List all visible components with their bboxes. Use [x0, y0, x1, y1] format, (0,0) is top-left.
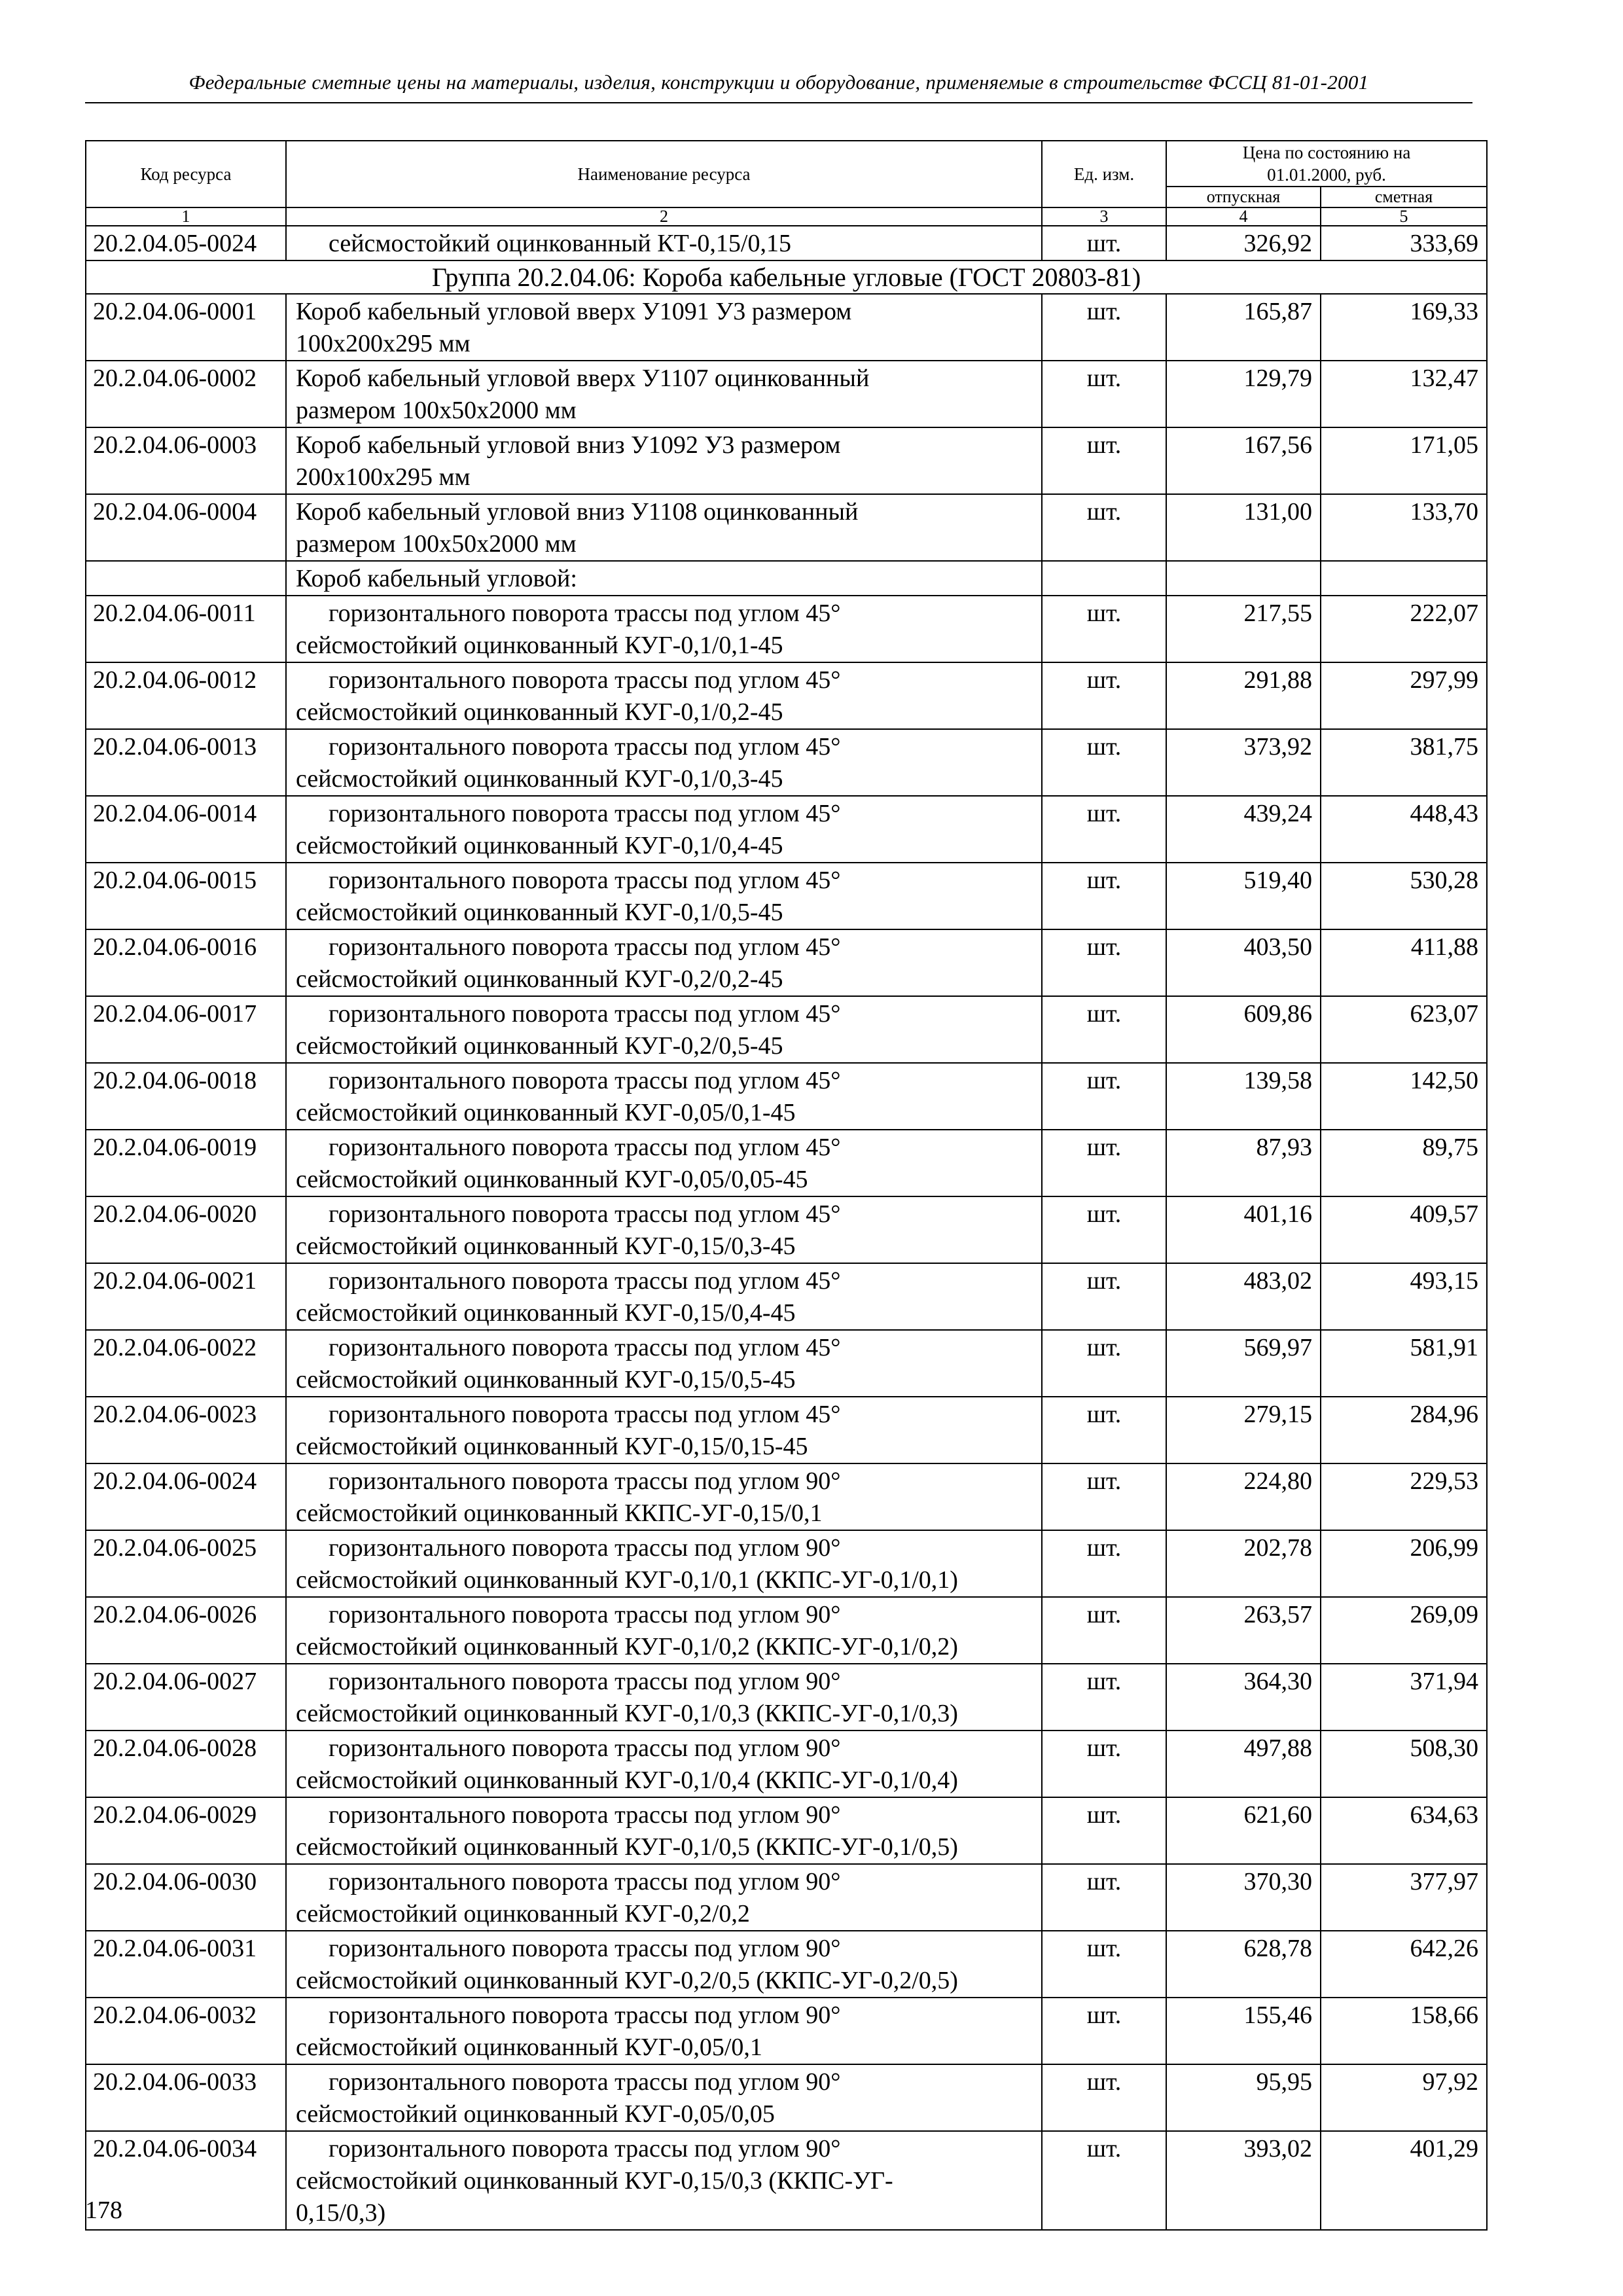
estimate-price: 409,57: [1321, 1196, 1487, 1263]
resource-unit: шт.: [1042, 361, 1166, 427]
table-row: [86, 1931, 1487, 1998]
resource-name-line: сейсмостойкий оцинкованный ККПС-УГ-0,15/0,1: [296, 1499, 823, 1527]
resource-code: 20.2.04.06-0002: [86, 361, 286, 427]
estimate-price: 623,07: [1321, 996, 1487, 1063]
resource-unit: шт.: [1042, 1530, 1166, 1597]
resource-unit: шт.: [1042, 494, 1166, 561]
resource-name: [286, 1330, 1042, 1397]
resource-unit: шт.: [1042, 1597, 1166, 1664]
estimate-price: 89,75: [1321, 1130, 1487, 1196]
column-number: 3: [1042, 207, 1166, 226]
resource-unit: шт.: [1042, 1797, 1166, 1864]
resource-unit: шт.: [1042, 2131, 1166, 2230]
release-price: 628,78: [1166, 1931, 1321, 1998]
resource-name: [286, 226, 1042, 260]
resource-code: 20.2.04.06-0032: [86, 1998, 286, 2064]
release-price: 393,02: [1166, 2131, 1321, 2230]
resource-code: 20.2.04.06-0024: [86, 1463, 286, 1530]
header-rule: [85, 102, 1472, 103]
resource-name: [286, 1463, 1042, 1530]
resource-name-line: горизонтального поворота трассы под углом 45°: [329, 1134, 841, 1161]
resource-code: 20.2.04.06-0033: [86, 2064, 286, 2131]
resource-name: [286, 1530, 1042, 1597]
resource-name-line: горизонтального поворота трассы под углом 90°: [329, 1668, 841, 1695]
column-number: 4: [1166, 207, 1321, 226]
resource-code: 20.2.04.06-0031: [86, 1931, 286, 1998]
release-price: 279,15: [1166, 1397, 1321, 1463]
resource-name-line: горизонтального поворота трассы под углом 45°: [329, 1000, 841, 1028]
resource-name-line: сейсмостойкий оцинкованный КУГ-0,2/0,5 (ККПС-УГ-0,2/0,5): [296, 1967, 958, 1994]
release-price: 401,16: [1166, 1196, 1321, 1263]
estimate-price: 448,43: [1321, 796, 1487, 863]
resource-name-line: сейсмостойкий оцинкованный КУГ-0,1/0,4-45: [296, 832, 783, 859]
release-price: 403,50: [1166, 929, 1321, 996]
resource-unit: шт.: [1042, 1864, 1166, 1931]
table-row: [86, 1397, 1487, 1463]
release-price: 202,78: [1166, 1530, 1321, 1597]
estimate-price: 269,09: [1321, 1597, 1487, 1664]
table-row: [86, 796, 1487, 863]
table-row: [86, 361, 1487, 427]
resource-unit: шт.: [1042, 996, 1166, 1063]
estimate-price: 530,28: [1321, 863, 1487, 929]
estimate-price: 634,63: [1321, 1797, 1487, 1864]
resource-name: [286, 294, 1042, 361]
resource-name-line: горизонтального поворота трассы под углом 45°: [329, 600, 841, 627]
estimate-price: 132,47: [1321, 361, 1487, 427]
resource-name: [286, 1797, 1042, 1864]
resource-code: 20.2.04.06-0018: [86, 1063, 286, 1130]
estimate-price: 97,92: [1321, 2064, 1487, 2131]
table-row: [86, 996, 1487, 1063]
table-row: [86, 1130, 1487, 1196]
estimate-price: 142,50: [1321, 1063, 1487, 1130]
release-price: 131,00: [1166, 494, 1321, 561]
resource-name-line: горизонтального поворота трассы под углом 45°: [329, 1334, 841, 1361]
table-row: [86, 2131, 1487, 2230]
release-price: 326,92: [1166, 226, 1321, 260]
table-row: [86, 929, 1487, 996]
release-price: 519,40: [1166, 863, 1321, 929]
table-row: [86, 1864, 1487, 1931]
resource-name-line: сейсмостойкий оцинкованный КУГ-0,15/0,15-45: [296, 1433, 808, 1460]
resource-unit: шт.: [1042, 796, 1166, 863]
resource-code: 20.2.04.06-0021: [86, 1263, 286, 1330]
table-row: [86, 1998, 1487, 2064]
resource-name-line: сейсмостойкий оцинкованный КУГ-0,15/0,3 (ККПС-УГ-: [296, 2167, 893, 2195]
resource-code: 20.2.04.06-0022: [86, 1330, 286, 1397]
resource-name-line: горизонтального поворота трассы под углом 45°: [329, 733, 841, 761]
resource-name-line: горизонтального поворота трассы под углом 90°: [329, 1935, 841, 1962]
resource-name-line: горизонтального поворота трассы под углом 90°: [329, 2068, 841, 2096]
resource-code: 20.2.04.06-0003: [86, 427, 286, 494]
resource-name-line: 0,15/0,3): [296, 2199, 386, 2227]
resource-name-line: Короб кабельный угловой вниз У1108 оцинкованный: [296, 498, 859, 526]
resource-name-line: сейсмостойкий оцинкованный КУГ-0,1/0,5-45: [296, 899, 783, 926]
resource-unit: шт.: [1042, 427, 1166, 494]
resource-unit: шт.: [1042, 1463, 1166, 1530]
resource-unit: шт.: [1042, 1931, 1166, 1998]
table-row: [86, 729, 1487, 796]
resource-name-line: горизонтального поворота трассы под углом 45°: [329, 933, 841, 961]
resource-code: 20.2.04.06-0015: [86, 863, 286, 929]
estimate-price: 642,26: [1321, 1931, 1487, 1998]
estimate-price: 284,96: [1321, 1397, 1487, 1463]
release-price: 291,88: [1166, 662, 1321, 729]
release-price: 621,60: [1166, 1797, 1321, 1864]
subheading-text: Короб кабельный угловой:: [286, 561, 1042, 596]
column-number: 2: [286, 207, 1042, 226]
resource-name-line: горизонтального поворота трассы под углом 90°: [329, 2135, 841, 2162]
resource-code: 20.2.04.06-0014: [86, 796, 286, 863]
resource-name: [286, 729, 1042, 796]
estimate-price: 381,75: [1321, 729, 1487, 796]
resource-name-line: горизонтального поворота трассы под углом 90°: [329, 2001, 841, 2029]
page-number: 178: [85, 2197, 122, 2224]
release-price: 87,93: [1166, 1130, 1321, 1196]
resource-name-line: горизонтального поворота трассы под углом 90°: [329, 1534, 841, 1562]
col-header-name: Наименование ресурса: [286, 141, 1042, 207]
release-price: 373,92: [1166, 729, 1321, 796]
resource-name: [286, 662, 1042, 729]
resource-name-line: сейсмостойкий оцинкованный КУГ-0,1/0,1-45: [296, 632, 783, 659]
estimate-price: [1321, 561, 1487, 596]
table-row: [86, 1664, 1487, 1731]
release-price: 569,97: [1166, 1330, 1321, 1397]
resource-name-line: горизонтального поворота трассы под углом 45°: [329, 1200, 841, 1228]
resource-name: [286, 1130, 1042, 1196]
release-price: 139,58: [1166, 1063, 1321, 1130]
resource-name-line: сейсмостойкий оцинкованный КУГ-0,1/0,1 (ККПС-УГ-0,1/0,1): [296, 1566, 958, 1594]
resource-name: [286, 996, 1042, 1063]
table-row: [86, 596, 1487, 662]
release-price: 370,30: [1166, 1864, 1321, 1931]
resource-code: 20.2.04.06-0029: [86, 1797, 286, 1864]
resource-unit: шт.: [1042, 1397, 1166, 1463]
resource-name-line: горизонтального поворота трассы под углом 45°: [329, 1401, 841, 1428]
resource-name: [286, 1998, 1042, 2064]
resource-unit: шт.: [1042, 294, 1166, 361]
resource-name-line: сейсмостойкий оцинкованный КУГ-0,15/0,5-45: [296, 1366, 796, 1393]
resource-code: 20.2.04.06-0026: [86, 1597, 286, 1664]
estimate-price: 169,33: [1321, 294, 1487, 361]
table-row: [86, 1597, 1487, 1664]
resource-name: [286, 796, 1042, 863]
release-price: 165,87: [1166, 294, 1321, 361]
resource-unit: шт.: [1042, 662, 1166, 729]
resource-code: 20.2.04.06-0025: [86, 1530, 286, 1597]
release-price: 483,02: [1166, 1263, 1321, 1330]
table-row: [86, 427, 1487, 494]
resource-name: [286, 596, 1042, 662]
resource-name-line: горизонтального поворота трассы под углом 90°: [329, 1734, 841, 1762]
estimate-price: 297,99: [1321, 662, 1487, 729]
group-title: Группа 20.2.04.06: Короба кабельные угловые (ГОСТ 20803-81): [86, 260, 1487, 294]
resource-name-line: сейсмостойкий оцинкованный КУГ-0,2/0,2-45: [296, 965, 783, 993]
resource-code: 20.2.04.06-0020: [86, 1196, 286, 1263]
resource-name: [286, 494, 1042, 561]
resource-name-line: сейсмостойкий оцинкованный КУГ-0,05/0,1: [296, 2034, 762, 2061]
resource-code: 20.2.04.06-0030: [86, 1864, 286, 1931]
resource-name-line: сейсмостойкий оцинкованный КУГ-0,05/0,05-45: [296, 1166, 808, 1193]
resource-name-line: горизонтального поворота трассы под углом 90°: [329, 1868, 841, 1895]
table-row: [86, 1797, 1487, 1864]
estimate-price: 371,94: [1321, 1664, 1487, 1731]
resource-name-line: размером 100х50х2000 мм: [296, 397, 577, 424]
resource-unit: шт.: [1042, 729, 1166, 796]
estimate-price: 493,15: [1321, 1263, 1487, 1330]
table-row: [86, 662, 1487, 729]
resource-name: [286, 1597, 1042, 1664]
resource-name: [286, 1063, 1042, 1130]
resource-name: [286, 1931, 1042, 1998]
resource-name: [286, 427, 1042, 494]
release-price: 364,30: [1166, 1664, 1321, 1731]
resource-unit: [1042, 561, 1166, 596]
table-row: [86, 863, 1487, 929]
estimate-price: 581,91: [1321, 1330, 1487, 1397]
resource-name: [286, 1397, 1042, 1463]
running-header: Федеральные сметные цены на материалы, изделия, конструкции и оборудование, применяемые в строительстве ФССЦ 81-01-2001: [188, 71, 1369, 94]
resource-name: [286, 1263, 1042, 1330]
release-price: [1166, 561, 1321, 596]
resource-name-line: сейсмостойкий оцинкованный КУГ-0,1/0,3-45: [296, 765, 783, 793]
resource-code: 20.2.04.06-0004: [86, 494, 286, 561]
estimate-price: 377,97: [1321, 1864, 1487, 1931]
table-row: [86, 1731, 1487, 1797]
estimate-price: 158,66: [1321, 1998, 1487, 2064]
resource-code: 20.2.04.06-0017: [86, 996, 286, 1063]
estimate-price: 229,53: [1321, 1463, 1487, 1530]
column-number-row: [86, 207, 1487, 226]
resource-name: [286, 361, 1042, 427]
resource-name-line: горизонтального поворота трассы под углом 45°: [329, 1267, 841, 1295]
estimate-price: 133,70: [1321, 494, 1487, 561]
subheading-row: [86, 561, 1487, 596]
release-price: 155,46: [1166, 1998, 1321, 2064]
resource-unit: шт.: [1042, 1130, 1166, 1196]
column-number: 1: [86, 207, 286, 226]
table-row: [86, 2064, 1487, 2131]
resource-name-line: сейсмостойкий оцинкованный КУГ-0,1/0,4 (ККПС-УГ-0,1/0,4): [296, 1767, 958, 1794]
table-row: [86, 1263, 1487, 1330]
resource-name-line: горизонтального поворота трассы под углом 45°: [329, 666, 841, 694]
resource-unit: шт.: [1042, 596, 1166, 662]
resource-name-line: сейсмостойкий оцинкованный КУГ-0,2/0,2: [296, 1900, 750, 1928]
resource-name-line: сейсмостойкий оцинкованный КУГ-0,2/0,5-45: [296, 1032, 783, 1060]
column-number: 5: [1321, 207, 1487, 226]
resource-name-line: горизонтального поворота трассы под углом 90°: [329, 1467, 841, 1495]
price-table: [85, 140, 1488, 2231]
col-header-release-price: отпускная: [1166, 187, 1321, 207]
resource-code: 20.2.04.05-0024: [86, 226, 286, 260]
resource-name-line: горизонтального поворота трассы под углом 90°: [329, 1601, 841, 1628]
col-header-estimate-price: сметная: [1321, 187, 1487, 207]
resource-code: 20.2.04.06-0028: [86, 1731, 286, 1797]
estimate-price: 411,88: [1321, 929, 1487, 996]
resource-name-line: сейсмостойкий оцинкованный КУГ-0,1/0,2 (ККПС-УГ-0,1/0,2): [296, 1633, 958, 1660]
resource-unit: шт.: [1042, 863, 1166, 929]
resource-name-line: сейсмостойкий оцинкованный КУГ-0,1/0,5 (ККПС-УГ-0,1/0,5): [296, 1833, 958, 1861]
release-price: 217,55: [1166, 596, 1321, 662]
resource-code: 20.2.04.06-0034: [86, 2131, 286, 2230]
estimate-price: 401,29: [1321, 2131, 1487, 2230]
resource-name-line: сейсмостойкий оцинкованный КУГ-0,05/0,05: [296, 2100, 775, 2128]
resource-name-line: Короб кабельный угловой вниз У1092 У3 размером: [296, 431, 841, 459]
resource-unit: шт.: [1042, 1330, 1166, 1397]
table-row: [86, 1196, 1487, 1263]
resource-name-line: горизонтального поворота трассы под углом 45°: [329, 1067, 841, 1094]
release-price: 224,80: [1166, 1463, 1321, 1530]
resource-name-line: размером 100х50х2000 мм: [296, 530, 577, 558]
resource-name: [286, 1731, 1042, 1797]
resource-unit: шт.: [1042, 1664, 1166, 1731]
col-header-price: Цена по состоянию на 01.01.2000, руб.: [1166, 141, 1487, 187]
resource-name-line: 100х200х295 мм: [296, 330, 471, 357]
estimate-price: 222,07: [1321, 596, 1487, 662]
resource-code: 20.2.04.06-0011: [86, 596, 286, 662]
resource-name: [286, 1196, 1042, 1263]
resource-code: 20.2.04.06-0023: [86, 1397, 286, 1463]
estimate-price: 508,30: [1321, 1731, 1487, 1797]
resource-name-line: горизонтального поворота трассы под углом 90°: [329, 1801, 841, 1829]
resource-unit: шт.: [1042, 1196, 1166, 1263]
resource-name-line: сейсмостойкий оцинкованный КУГ-0,15/0,3-45: [296, 1232, 796, 1260]
resource-name-line: Короб кабельный угловой вверх У1107 оцинкованный: [296, 365, 870, 392]
estimate-price: 333,69: [1321, 226, 1487, 260]
resource-name-line: сейсмостойкий оцинкованный КТ-0,15/0,15: [329, 230, 791, 257]
resource-name-line: 200х100х295 мм: [296, 463, 471, 491]
resource-name: [286, 1864, 1042, 1931]
group-heading-row: [86, 260, 1487, 294]
release-price: 95,95: [1166, 2064, 1321, 2131]
resource-code: 20.2.04.06-0019: [86, 1130, 286, 1196]
resource-name-line: горизонтального поворота трассы под углом 45°: [329, 867, 841, 894]
resource-unit: шт.: [1042, 1263, 1166, 1330]
resource-name: [286, 2064, 1042, 2131]
table-row: [86, 1330, 1487, 1397]
resource-code: 20.2.04.06-0013: [86, 729, 286, 796]
col-header-code: Код ресурса: [86, 141, 286, 207]
resource-name-line: сейсмостойкий оцинкованный КУГ-0,15/0,4-45: [296, 1299, 796, 1327]
resource-unit: шт.: [1042, 226, 1166, 260]
release-price: 129,79: [1166, 361, 1321, 427]
release-price: 167,56: [1166, 427, 1321, 494]
resource-code: 20.2.04.06-0016: [86, 929, 286, 996]
resource-name: [286, 863, 1042, 929]
resource-unit: шт.: [1042, 1063, 1166, 1130]
resource-name-line: сейсмостойкий оцинкованный КУГ-0,05/0,1-45: [296, 1099, 796, 1126]
table-row: [86, 294, 1487, 361]
resource-code: 20.2.04.06-0001: [86, 294, 286, 361]
release-price: 439,24: [1166, 796, 1321, 863]
col-header-unit: Ед. изм.: [1042, 141, 1166, 207]
release-price: 497,88: [1166, 1731, 1321, 1797]
resource-name-line: сейсмостойкий оцинкованный КУГ-0,1/0,2-45: [296, 698, 783, 726]
resource-name-line: Короб кабельный угловой вверх У1091 У3 размером: [296, 298, 852, 325]
table-row: [86, 494, 1487, 561]
resource-name: [286, 2131, 1042, 2230]
resource-code: [86, 561, 286, 596]
resource-unit: шт.: [1042, 929, 1166, 996]
table-row: [86, 1463, 1487, 1530]
resource-code: 20.2.04.06-0012: [86, 662, 286, 729]
resource-name: [286, 929, 1042, 996]
release-price: 609,86: [1166, 996, 1321, 1063]
estimate-price: 206,99: [1321, 1530, 1487, 1597]
table-row: [86, 1530, 1487, 1597]
resource-name-line: горизонтального поворота трассы под углом 45°: [329, 800, 841, 827]
resource-code: 20.2.04.06-0027: [86, 1664, 286, 1731]
resource-name: [286, 1664, 1042, 1731]
resource-name-line: сейсмостойкий оцинкованный КУГ-0,1/0,3 (ККПС-УГ-0,1/0,3): [296, 1700, 958, 1727]
resource-unit: шт.: [1042, 1998, 1166, 2064]
resource-unit: шт.: [1042, 2064, 1166, 2131]
release-price: 263,57: [1166, 1597, 1321, 1664]
table-row: [86, 226, 1487, 260]
estimate-price: 171,05: [1321, 427, 1487, 494]
table-row: [86, 1063, 1487, 1130]
resource-unit: шт.: [1042, 1731, 1166, 1797]
